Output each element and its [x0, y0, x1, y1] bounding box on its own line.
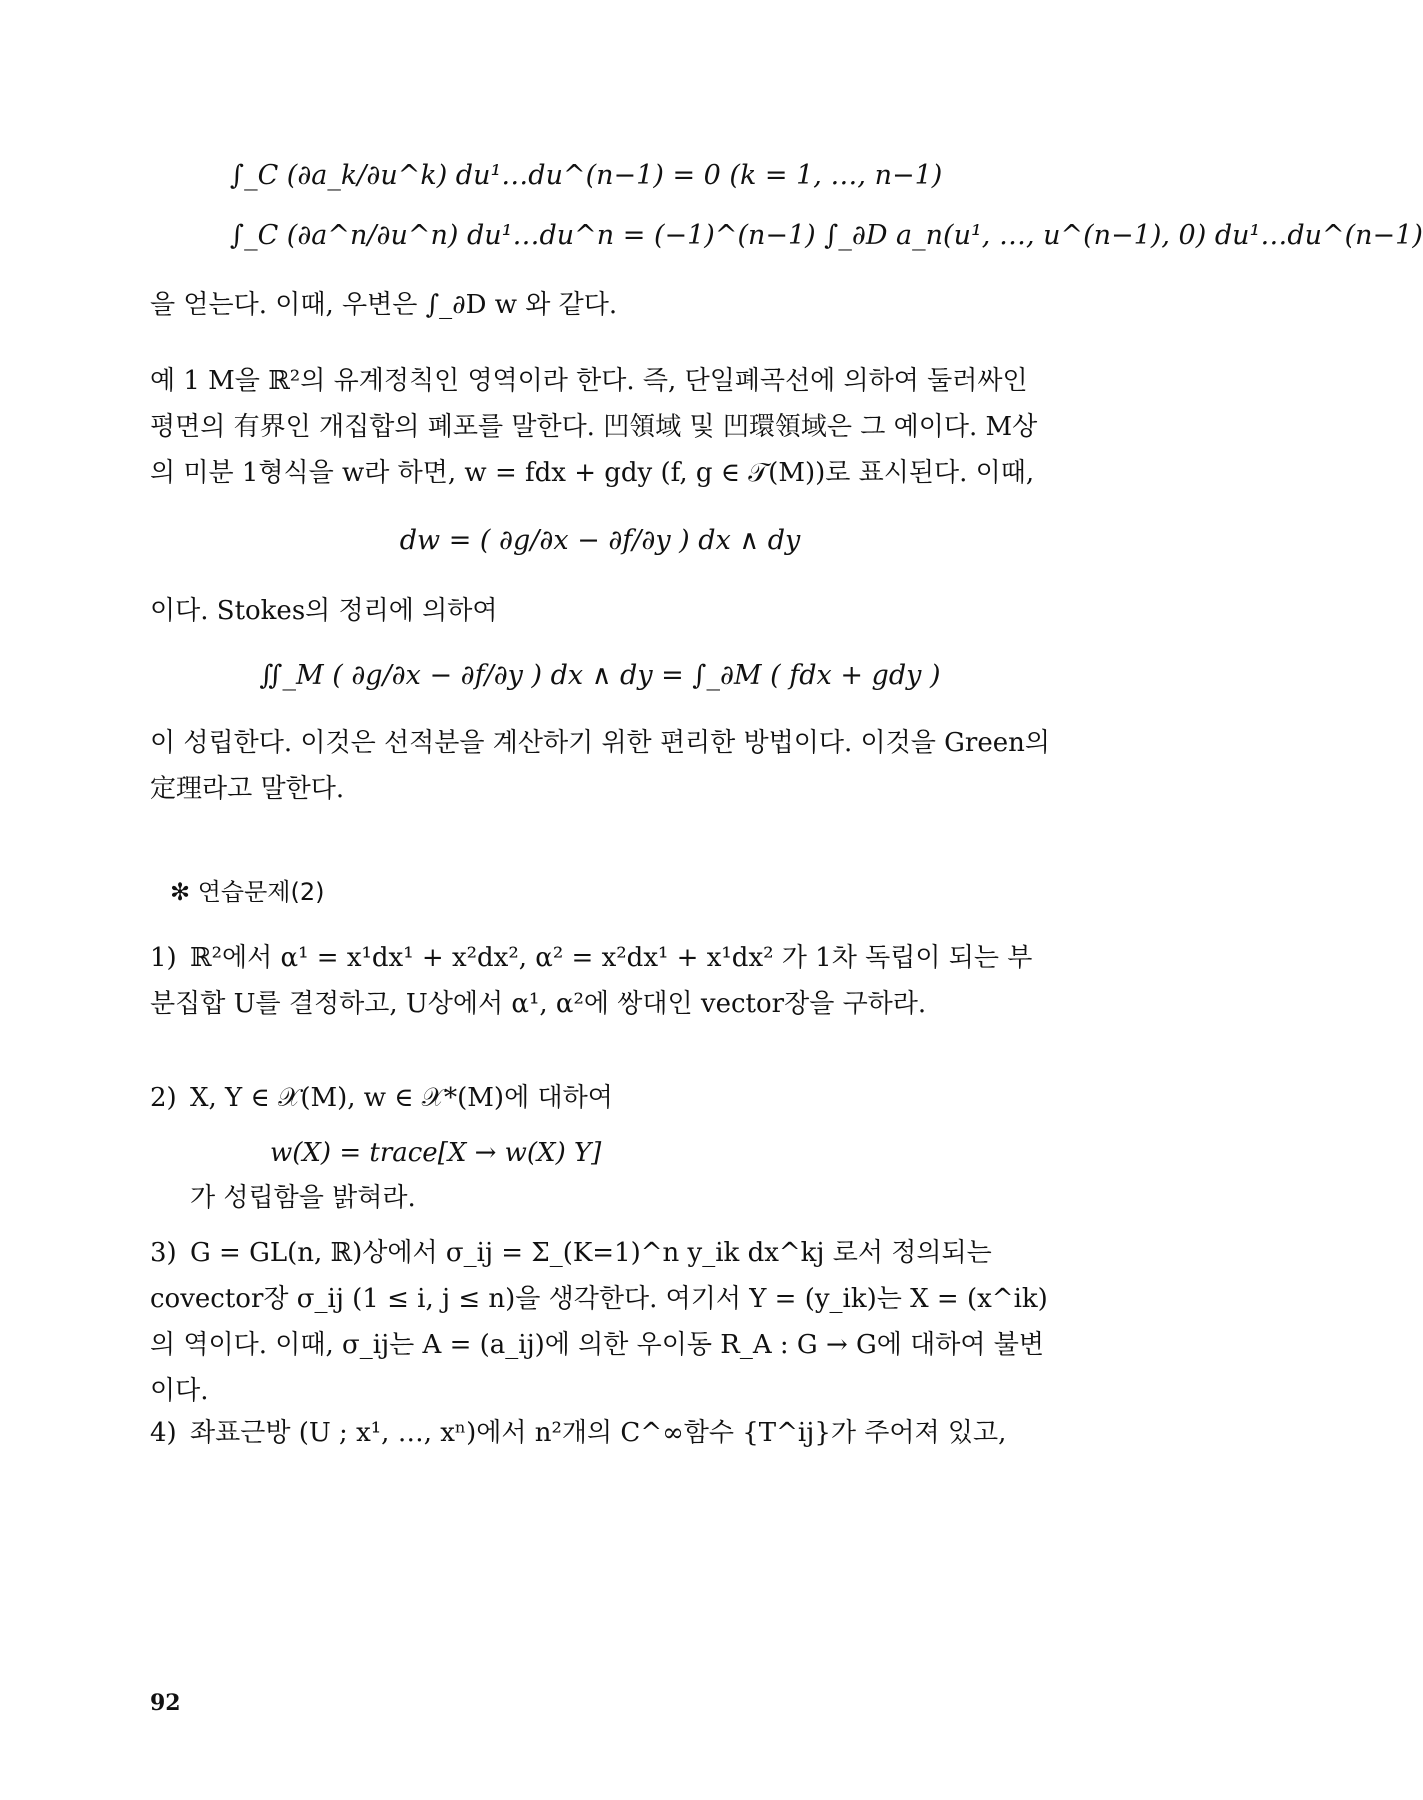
problem-2 — [150, 1075, 1050, 1121]
equation-dw: dw = ( ∂g/∂x − ∂f/∂y ) dx ∧ dy — [399, 525, 801, 556]
equation-green: ∬_M ( ∂g/∂x − ∂f/∂y ) dx ∧ dy = ∫_∂M ( fdx + gdy ) — [259, 660, 941, 691]
problem-1 — [150, 935, 1050, 1027]
problem-text: G = GL(n, ℝ)상에서 σ_ij = Σ_(K=1)^n y_ik dx^kj 로서 정의되는 covector장 σ_ij (1 ≤ i, j ≤ n)을 생각한다. 여기서 Y = (y_ik)는 X = (x^ik)의 역이다. 이때, σ_ij는 A = (a_ij)에 의한 우이동 R_A : G → G에 대하여 불변이다. — [150, 1238, 1048, 1406]
problem-3 — [150, 1230, 1050, 1414]
problem-text: ℝ²에서 α¹ = x¹dx¹ + x²dx², α² = x²dx¹ + x¹dx² 가 1차 독립이 되는 부분집합 U를 결정하고, U상에서 α¹, α²에 쌍대인 vector장을 구하라. — [150, 943, 1033, 1019]
equation-line-2: ∫_C (∂a^n/∂u^n) du¹…du^n = (−1)^(n−1) ∫_∂D a_n(u¹, …, u^(n−1), 0) du¹…du^(n−1) — [230, 220, 1423, 251]
problem-text: 좌표근방 (U ; x¹, …, xⁿ)에서 n²개의 C^∞함수 {T^ij}가 주어져 있고, — [190, 1418, 1007, 1448]
problem-number: 3) — [150, 1238, 177, 1268]
problem-number: 2) — [150, 1083, 177, 1113]
problem-2-conclusion: 가 성립함을 밝혀라. — [190, 1183, 416, 1213]
paragraph-1: 을 얻는다. 이때, 우변은 ∫_∂D w 와 같다. — [150, 290, 618, 320]
problem-number: 1) — [150, 943, 177, 973]
problem-number: 4) — [150, 1418, 177, 1448]
example-1: 예 1 M을 ℝ²의 유계정칙인 영역이라 한다. 즉, 단일폐곡선에 의하여 둘러싸인 평면의 有界인 개집합의 폐포를 말한다. 凹領域 및 凹環領域은 그 예이다. M상의 미분 1형식을 w라 하면, w = fdx + gdy (f, g ∈ 𝒯(M))로 표시된다. 이때, — [150, 366, 1038, 488]
exercise-heading: ✻ 연습문제(2) — [170, 878, 325, 906]
paragraph-green: 이 성립한다. 이것은 선적분을 계산하기 위한 편리한 방법이다. 이것을 Green의 定理라고 말한다. — [150, 728, 1050, 804]
problem-text: X, Y ∈ 𝒳(M), w ∈ 𝒳*(M)에 대하여 — [190, 1083, 613, 1113]
problem-2-equation: w(X) = trace[X → w(X) Y] — [270, 1138, 602, 1168]
equation-line-1: ∫_C (∂a_k/∂u^k) du¹…du^(n−1) = 0 (k = 1, …, n−1) — [230, 160, 943, 191]
paragraph-stokes: 이다. Stokes의 정리에 의하여 — [150, 596, 498, 626]
page-number: 92 — [150, 1690, 181, 1716]
problem-4 — [150, 1410, 1050, 1456]
